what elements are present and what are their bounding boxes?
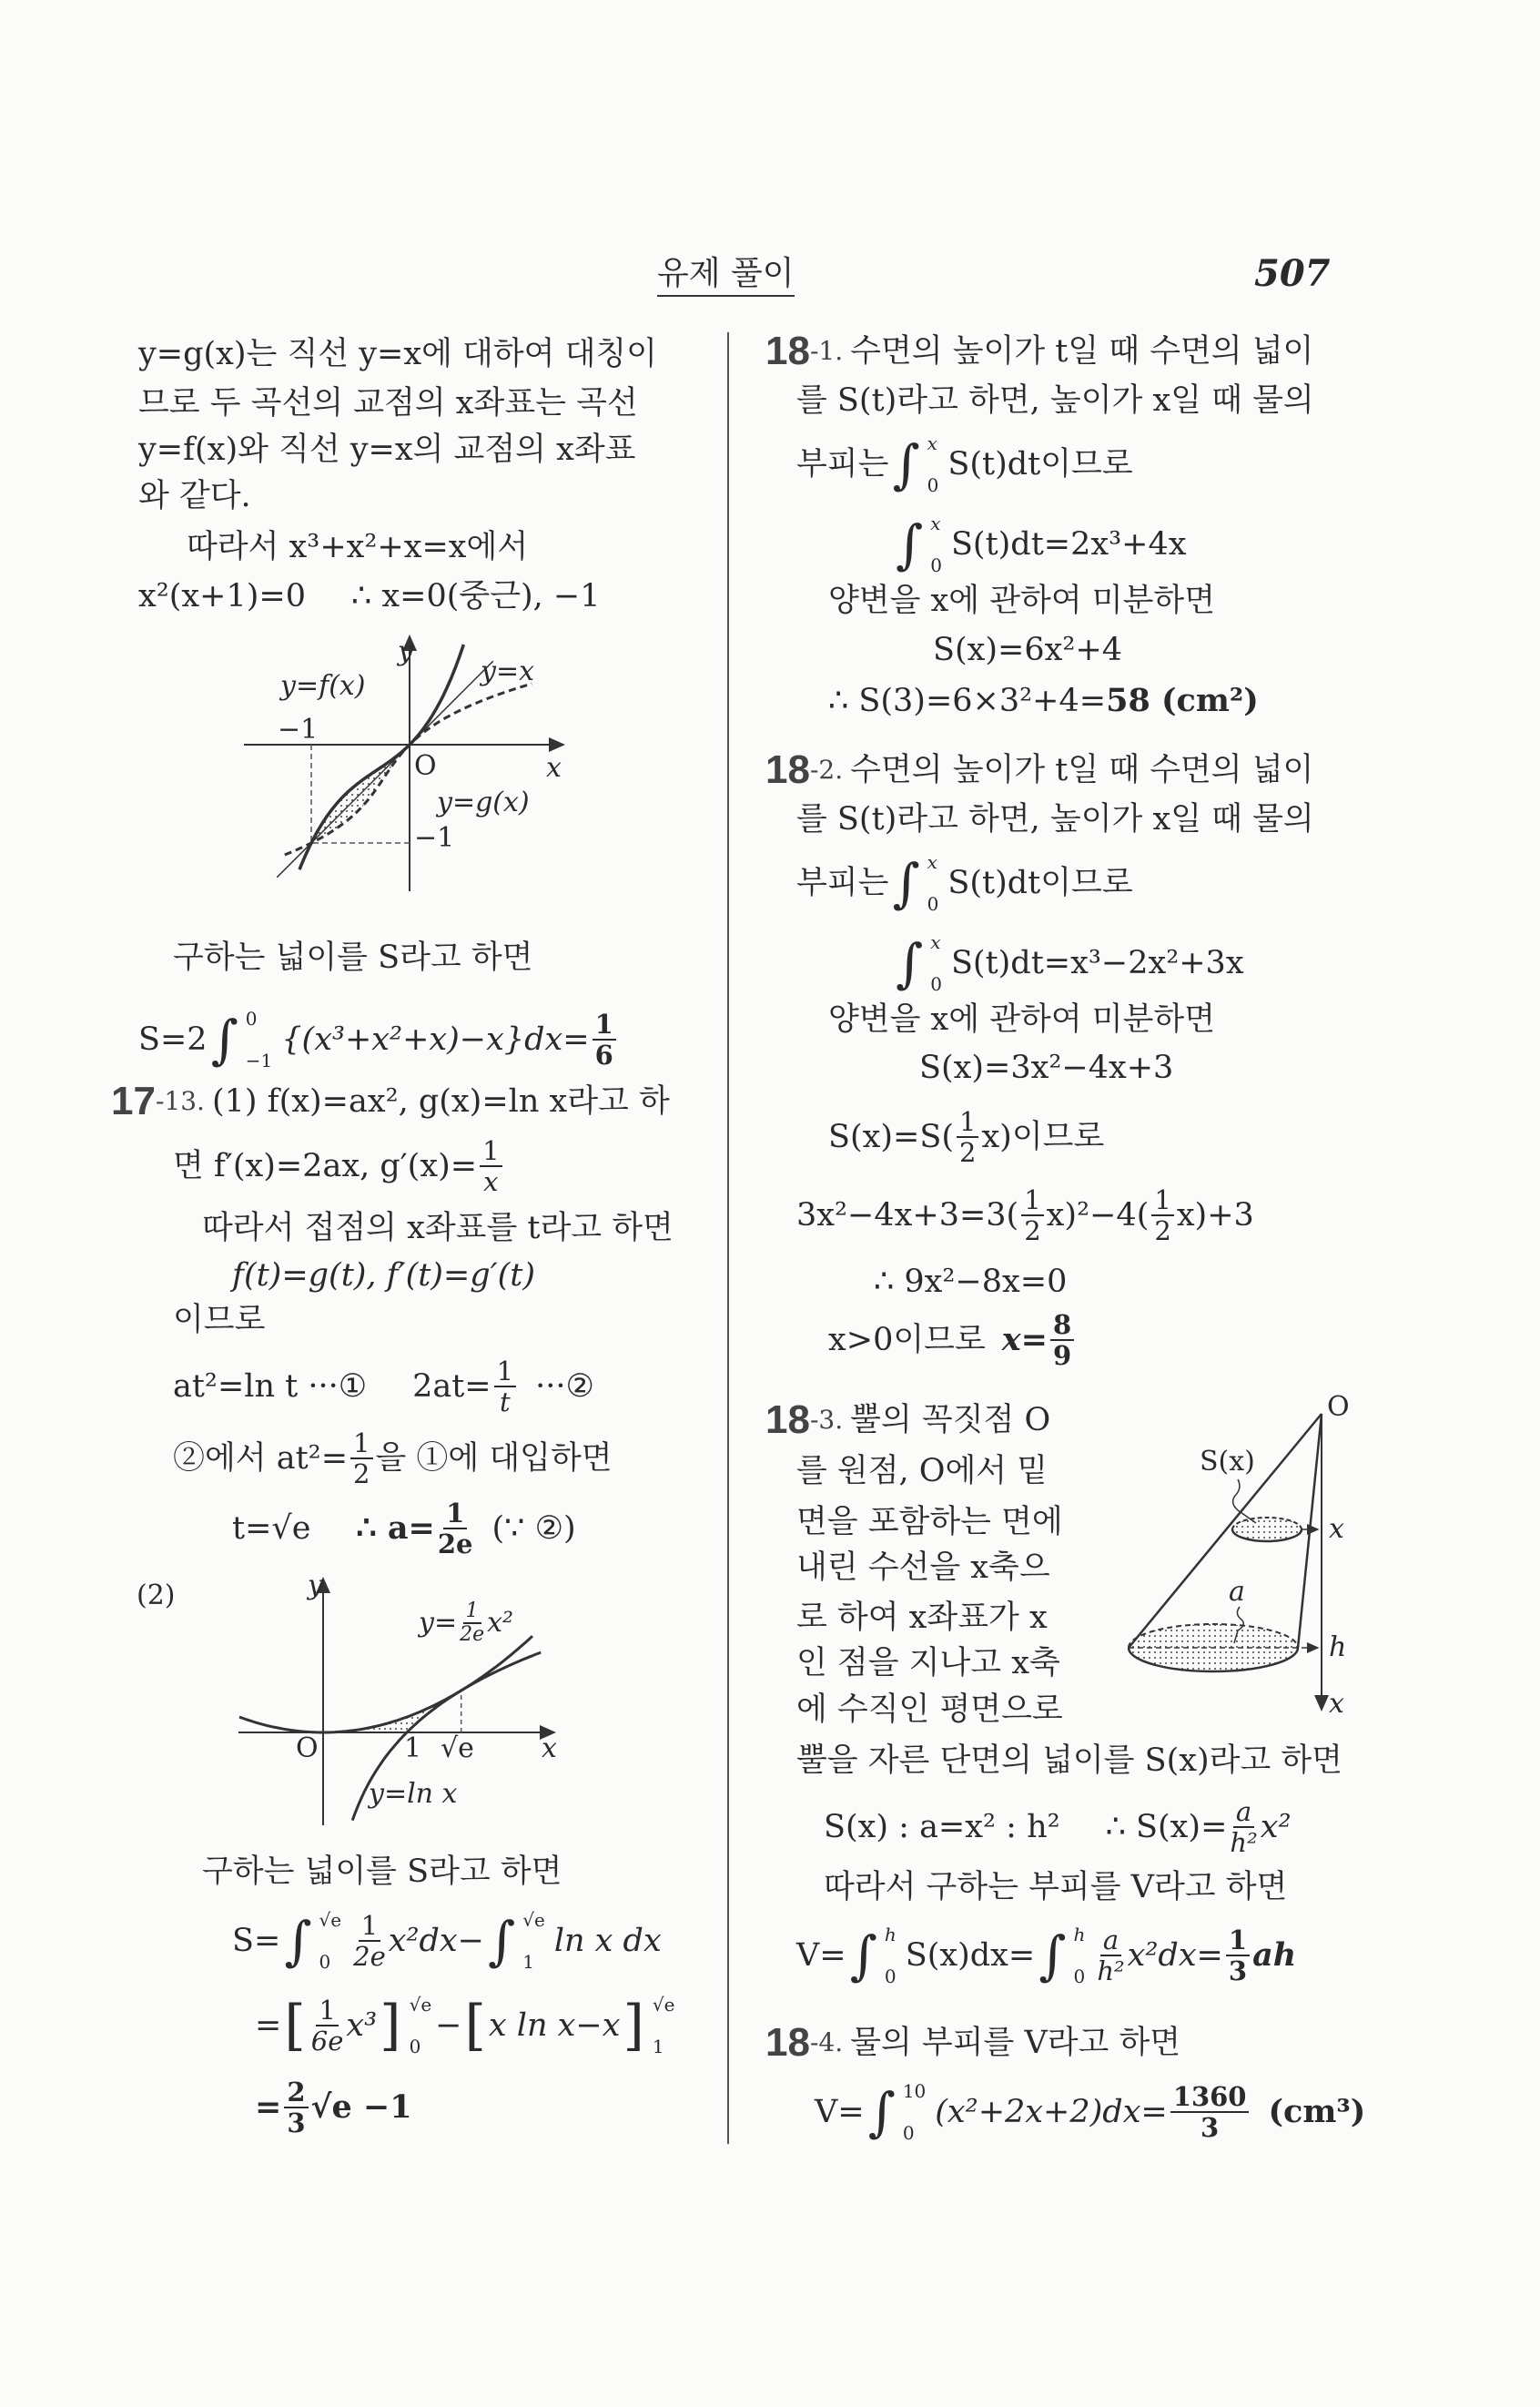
- integral-sign: ∫: [896, 513, 924, 575]
- fraction-denominator: t: [500, 1386, 511, 1417]
- upper-limit: √e: [652, 1994, 675, 2016]
- formula-part: 을 ①에 대입하면: [375, 1440, 613, 1477]
- fraction-denominator: h²: [1230, 1827, 1258, 1858]
- formula-part: S(t)dt=x³−2x²+3x: [950, 945, 1244, 981]
- integral-sign: ∫: [284, 1910, 312, 1972]
- text-line: [138, 575, 601, 617]
- formula-part: S(t)dt=2x³+4x: [950, 526, 1187, 563]
- volume-formula-2: [815, 2076, 1365, 2148]
- part-2-label: (2): [137, 1579, 176, 1611]
- formula-part: x)이므로: [981, 1119, 1105, 1155]
- page-header-title: 유제 풀이: [657, 253, 795, 297]
- lower-limit: −1: [245, 1050, 273, 1071]
- equation-2: 2at=: [412, 1368, 491, 1405]
- text-line: S(x)=6x²+4: [933, 632, 1122, 668]
- upper-limit: 0: [245, 1008, 258, 1030]
- formula-part: =: [255, 2007, 282, 2044]
- formula-part: x)²−4(: [1046, 1197, 1150, 1234]
- equation-marker: ···②: [535, 1368, 594, 1405]
- text-line: 인 점을 지나고 x축: [796, 1645, 1060, 1681]
- formula-part: S(x)dx=: [905, 1937, 1036, 1974]
- integral-sign: ∫: [488, 1910, 516, 1972]
- text-line: (1) f(x)=ax², g(x)=ln x라고 하: [211, 1083, 670, 1120]
- graph2-tick-sqrt-e: √e: [441, 1732, 474, 1764]
- text-line: [796, 428, 1133, 501]
- text-line: ∴ 9x²−8x=0: [874, 1264, 1068, 1300]
- cone-height-label: h: [1329, 1631, 1347, 1663]
- fraction-denominator: 3: [287, 2107, 306, 2138]
- fraction-denominator: x: [483, 1166, 499, 1197]
- lower-limit: 0: [902, 2122, 915, 2144]
- fraction-denominator: 2: [958, 1137, 977, 1168]
- fraction-numerator: a: [1100, 1925, 1121, 1956]
- formula-part: (x²+2x+2)dx=: [935, 2094, 1168, 2130]
- lower-limit: 0: [319, 1951, 331, 1973]
- problem-number: 18: [765, 1397, 810, 1442]
- formula-part: 3x²−4x+3=3(: [796, 1197, 1019, 1234]
- fraction-denominator: 3: [1228, 1955, 1248, 1986]
- fraction-numerator: 8: [1050, 1310, 1074, 1341]
- text-line: 를 S(t)라고 하면, 높이가 x일 때 물의: [796, 801, 1314, 838]
- lower-limit: 0: [884, 1965, 897, 1987]
- lower-limit: 0: [930, 973, 942, 995]
- upper-limit: √e: [409, 1994, 432, 2016]
- fraction-denominator: 3: [1201, 2112, 1220, 2143]
- graph1-x-label: x: [546, 752, 562, 784]
- text-line: 뿔의 꼭짓점 O: [850, 1402, 1051, 1438]
- text-line: 따라서 구하는 부피를 V라고 하면: [824, 1869, 1288, 1905]
- fraction-numerator: 1: [1021, 1185, 1043, 1216]
- text-line: [824, 1795, 1292, 1859]
- lower-limit: 0: [930, 554, 942, 576]
- problem-17-13: [111, 1081, 670, 1122]
- graph2-log-label: y=ln x: [369, 1778, 458, 1810]
- problem-subnumber: -4.: [809, 2027, 844, 2057]
- text-line: 에 수직인 평면으로: [796, 1691, 1063, 1728]
- upper-limit: x: [930, 513, 941, 534]
- fraction-numerator: 1: [494, 1356, 516, 1387]
- fraction-denominator: h²: [1097, 1955, 1125, 1986]
- cone-x-label: x: [1329, 1513, 1344, 1545]
- text-line: [892, 927, 1244, 1000]
- fraction-denominator: 2e: [460, 1623, 485, 1646]
- text-line: 양변을 x에 관하여 미분하면: [828, 1001, 1216, 1038]
- text-line: f(t)=g(t), f′(t)=g′(t): [232, 1257, 536, 1294]
- problem-number: 18: [765, 329, 810, 373]
- text-line: 와 같다.: [138, 478, 251, 514]
- integral-sign: ∫: [1038, 1925, 1067, 1986]
- graph2-x-label: x: [542, 1732, 557, 1764]
- text-line: 따라서 접점의 x좌표를 t라고 하면: [202, 1210, 674, 1246]
- graph1-x-tick: −1: [278, 714, 319, 746]
- integral-sign: ∫: [849, 1925, 877, 1986]
- cone-apex-label: O: [1327, 1391, 1350, 1423]
- reason: (∵ ②): [491, 1510, 576, 1547]
- lower-limit: 0: [927, 893, 939, 915]
- upper-limit: √e: [522, 1909, 545, 1931]
- formula-part: ②에서 at²=: [173, 1440, 349, 1477]
- lower-limit: 0: [927, 474, 939, 496]
- bracket: ]: [380, 1994, 401, 2057]
- text-line: 구하는 넓이를 S라고 하면: [173, 939, 533, 976]
- text-line: 내린 수선을 x축으: [796, 1549, 1050, 1586]
- volume-formula: [796, 1919, 1296, 1992]
- curve-parabola: [239, 1636, 532, 1732]
- equation: x²(x+1)=0: [138, 578, 307, 614]
- graph2-parabola-label: [419, 1600, 513, 1646]
- fraction-denominator: 6: [594, 1040, 613, 1071]
- area-formula: [138, 1003, 619, 1076]
- formula-part: ∴ S(x)=: [1105, 1809, 1228, 1845]
- formula-part: S=2: [138, 1021, 208, 1058]
- text-line: 이므로: [173, 1302, 266, 1338]
- text-line: [173, 1427, 613, 1490]
- fraction-numerator: 1: [593, 1010, 616, 1041]
- problem-18-3: [765, 1399, 1050, 1441]
- text-line: y=f(x)와 직선 y=x의 교점의 x좌표: [138, 432, 636, 468]
- upper-limit: √e: [319, 1909, 342, 1931]
- graph1-y-label: y: [398, 635, 413, 667]
- upper-limit: x: [930, 931, 941, 953]
- fraction-numerator: 1: [316, 1996, 338, 2026]
- formula-part: S(x)=S(: [828, 1119, 954, 1155]
- problem-subnumber: -13.: [155, 1086, 205, 1116]
- column-divider: [727, 332, 729, 2144]
- text-line: 물의 부피를 V라고 하면: [850, 2025, 1181, 2061]
- formula-part: ∴ S(3)=6×3²+4=: [828, 683, 1107, 719]
- formula-part: x>0이므로: [828, 1322, 986, 1358]
- answer-label: x=: [1001, 1321, 1048, 1358]
- integral-sign: ∫: [896, 932, 924, 994]
- label-part: x²: [487, 1607, 514, 1639]
- formula-part: S(x) : a=x² : h²: [824, 1809, 1060, 1845]
- text-line: 로 하여 x좌표가 x: [796, 1600, 1048, 1636]
- bracket: [: [464, 1994, 486, 2057]
- fraction-numerator: 2: [284, 2077, 308, 2108]
- formula-part: x²dx−: [388, 1923, 484, 1959]
- integral-sign: ∫: [892, 433, 920, 495]
- formula-part: S(t)dt이므로: [947, 865, 1133, 901]
- problem-subnumber: -2.: [809, 755, 844, 785]
- integral-sign: ∫: [867, 2081, 896, 2143]
- integral-sign: ∫: [210, 1009, 238, 1071]
- text-line: 구하는 넓이를 S라고 하면: [202, 1853, 562, 1890]
- upper-limit: x: [927, 851, 937, 873]
- fraction-numerator: 1: [1151, 1185, 1173, 1216]
- text-line: [828, 1105, 1104, 1169]
- formula-part: t=√e: [232, 1510, 311, 1547]
- formula-part: x ln x−x: [488, 2007, 621, 2044]
- text-line: [828, 680, 1259, 722]
- answer-label: ∴ a=: [356, 1509, 435, 1547]
- graph2-tick-1: 1: [404, 1732, 422, 1764]
- text-line: S(x)=3x²−4x+3: [919, 1050, 1174, 1086]
- area-formula-3: [255, 1989, 678, 2062]
- formula-part: V=: [815, 2094, 865, 2130]
- text-line: [232, 1497, 576, 1560]
- answer: ah: [1252, 1936, 1297, 1974]
- graph1-line-label: y=x: [481, 655, 535, 687]
- formula-part: ln x dx: [553, 1923, 662, 1959]
- problem-number: 18: [765, 2020, 810, 2065]
- text-line: 뿔을 자른 단면의 넓이를 S(x)라고 하면: [796, 1742, 1342, 1779]
- text-line: [892, 508, 1186, 581]
- text-line: [796, 1183, 1254, 1247]
- cone-axis-label: x: [1329, 1688, 1344, 1720]
- fraction-numerator: 1: [480, 1136, 502, 1167]
- fraction-denominator: 2: [353, 1458, 370, 1489]
- problem-number: 18: [765, 747, 810, 792]
- upper-limit: h: [1073, 1924, 1086, 1945]
- fraction-numerator: 1: [957, 1107, 978, 1138]
- formula-part: S(t)dt이므로: [947, 446, 1133, 482]
- fraction-denominator: 9: [1052, 1340, 1072, 1371]
- fraction-denominator: 2: [1154, 1215, 1171, 1246]
- text-line: 양변을 x에 관하여 미분하면: [828, 583, 1216, 619]
- graph1-origin-label: O: [414, 750, 437, 782]
- unit: (cm³): [1268, 2093, 1366, 2130]
- problem-subnumber: -3.: [809, 1405, 844, 1435]
- lower-limit: 1: [652, 2036, 664, 2057]
- formula-part: x²dx=: [1127, 1937, 1223, 1974]
- fraction-numerator: 1: [350, 1428, 372, 1459]
- problem-subnumber: -1.: [809, 336, 844, 366]
- cone-diagram: [0, 0, 1, 1]
- equation-1: at²=ln t ···①: [173, 1368, 368, 1405]
- text-line: 면을 포함하는 면에: [796, 1504, 1063, 1540]
- upper-limit: h: [884, 1924, 897, 1945]
- integral-sign: ∫: [892, 852, 920, 914]
- upper-limit: x: [927, 432, 937, 454]
- shaded-area: [323, 1691, 461, 1732]
- lower-limit: 1: [522, 1951, 534, 1973]
- problem-number: 17: [111, 1079, 156, 1123]
- graph1-f-label: y=f(x): [280, 670, 366, 702]
- bracket: [: [284, 1994, 306, 2057]
- fraction-denominator: 2e: [437, 1528, 473, 1559]
- graph1-g-label: y=g(x): [437, 787, 530, 818]
- formula-part: x)+3: [1176, 1197, 1254, 1234]
- fraction-denominator: 2e: [353, 1941, 386, 1972]
- formula-part: 부피는: [796, 865, 889, 901]
- problem-18-4: [765, 2022, 1180, 2064]
- formula-part: {(x³+x²+x)−x}dx=: [281, 1021, 590, 1058]
- lower-limit: 0: [409, 2036, 421, 2057]
- formula-part: x³: [346, 2007, 378, 2044]
- formula-part: V=: [796, 1937, 846, 1974]
- area-answer: [255, 2076, 412, 2139]
- formula-part: √e −1: [310, 2088, 412, 2126]
- graph2-origin-label: O: [296, 1732, 319, 1764]
- formula-part: 면 f′(x)=2ax, g′(x)=: [173, 1148, 478, 1184]
- text-line: [828, 1308, 1077, 1372]
- fraction-denominator: 2: [1024, 1215, 1041, 1246]
- problem-18-1: [765, 330, 1313, 372]
- area-formula-2: [232, 1904, 662, 1977]
- text-line: 를 원점, O에서 밑: [796, 1453, 1049, 1489]
- cone-section-label: S(x): [1200, 1446, 1255, 1478]
- text-line: [173, 1134, 505, 1198]
- fraction-numerator: 1: [1226, 1925, 1250, 1956]
- fraction-numerator: 1360: [1170, 2082, 1250, 2113]
- conclusion: ∴ x=0(중근), −1: [351, 578, 601, 614]
- text-line: 므로 두 곡선의 교점의 x좌표는 곡선: [138, 385, 638, 421]
- bracket: ]: [623, 1994, 644, 2057]
- text-line: 를 S(t)라고 하면, 높이가 x일 때 물의: [796, 382, 1314, 419]
- label-part: y=: [419, 1607, 458, 1639]
- formula-part: x²: [1260, 1809, 1292, 1845]
- formula-part: =: [255, 2088, 282, 2126]
- fraction-numerator: a: [1233, 1797, 1254, 1828]
- formula-part: −: [435, 2007, 462, 2044]
- text-line: 따라서 x³+x²+x=x에서: [187, 529, 529, 565]
- fraction-denominator: 6e: [310, 2026, 344, 2057]
- page-number: 507: [1254, 252, 1331, 295]
- formula-part: 부피는: [796, 446, 889, 482]
- cone-base-area-label: a: [1229, 1576, 1245, 1608]
- upper-limit: 10: [902, 2080, 927, 2102]
- formula-part: S=: [232, 1923, 281, 1959]
- text-line: y=g(x)는 직선 y=x에 대하여 대칭이: [138, 336, 657, 372]
- text-line: 수면의 높이가 t일 때 수면의 넓이: [850, 752, 1314, 788]
- graph1-y-tick: −1: [414, 822, 455, 854]
- problem-18-2: [765, 749, 1313, 791]
- graph2-y-label: y: [308, 1569, 323, 1601]
- fraction-numerator: 1: [443, 1498, 467, 1529]
- lower-limit: 0: [1073, 1965, 1086, 1987]
- answer: 58 (cm²): [1106, 682, 1259, 719]
- fraction-numerator: 1: [463, 1600, 481, 1624]
- fraction-numerator: 1: [359, 1911, 380, 1942]
- text-line: 수면의 높이가 t일 때 수면의 넓이: [850, 333, 1314, 370]
- text-line: [173, 1355, 594, 1418]
- text-line: [796, 847, 1133, 919]
